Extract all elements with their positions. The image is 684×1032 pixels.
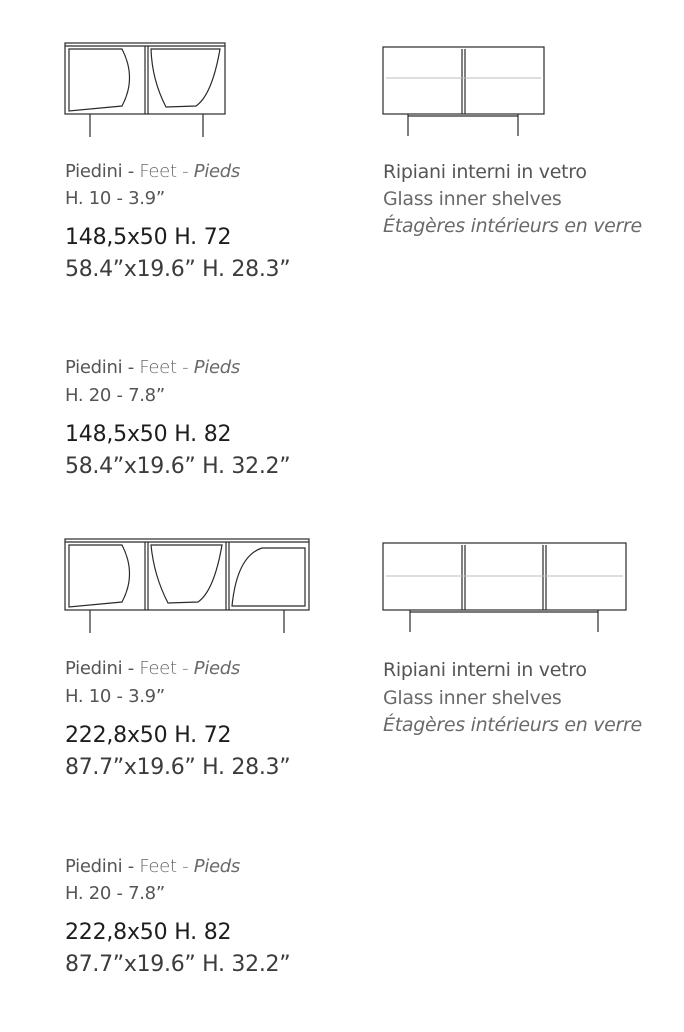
feet-label <box>65 657 240 681</box>
feet-label <box>65 855 240 879</box>
shelves-label-french: Étagères intérieurs en verre <box>383 215 642 237</box>
sideboard-2-door-front-drawing <box>62 40 228 138</box>
dimensions-inches: 58.4”x19.6” H. 28.3” <box>65 257 291 282</box>
dimensions-inches: 58.4”x19.6” H. 32.2” <box>65 454 291 479</box>
shelves-label-english: Glass inner shelves <box>383 687 562 709</box>
feet-label-separator: - <box>122 658 140 679</box>
feet-height: H. 10 - 3.9” <box>65 686 165 707</box>
shelves-label-french: Étagères intérieurs en verre <box>383 714 642 736</box>
feet-height: H. 10 - 3.9” <box>65 188 165 209</box>
feet-height: H. 20 - 7.8” <box>65 385 165 406</box>
feet-label-french: Pieds <box>193 161 240 182</box>
dimensions-cm: 222,8x50 H. 72 <box>65 723 232 748</box>
shelves-label-english: Glass inner shelves <box>383 188 562 210</box>
feet-label-french: Pieds <box>193 658 240 679</box>
feet-height: H. 20 - 7.8” <box>65 883 165 904</box>
feet-label-separator: - <box>122 357 140 378</box>
feet-label-english: Feet <box>139 161 177 182</box>
dimensions-cm: 148,5x50 H. 82 <box>65 422 232 447</box>
dimensions-cm: 222,8x50 H. 82 <box>65 920 232 945</box>
feet-label-italian: Piedini <box>65 357 123 378</box>
feet-label-italian: Piedini <box>65 161 123 182</box>
shelves-label-italian: Ripiani interni in vetro <box>383 659 587 681</box>
feet-label-separator: - <box>122 161 140 182</box>
feet-label-english: Feet <box>139 856 177 877</box>
feet-label-italian: Piedini <box>65 658 123 679</box>
feet-label-italian: Piedini <box>65 856 123 877</box>
feet-label-separator: - <box>122 856 140 877</box>
feet-label-french: Pieds <box>193 856 240 877</box>
feet-label <box>65 356 240 380</box>
feet-label-separator: - <box>176 357 194 378</box>
shelves-label-italian: Ripiani interni in vetro <box>383 161 587 183</box>
feet-label-separator: - <box>176 658 194 679</box>
sideboard-3-door-glass-shelves-drawing <box>380 540 630 634</box>
feet-label-english: Feet <box>139 357 177 378</box>
dimensions-inches: 87.7”x19.6” H. 32.2” <box>65 952 291 977</box>
feet-label-separator: - <box>176 856 194 877</box>
feet-label <box>65 160 240 184</box>
dimensions-cm: 148,5x50 H. 72 <box>65 225 232 250</box>
sideboard-2-door-glass-shelves-drawing <box>380 44 548 138</box>
feet-label-french: Pieds <box>193 357 240 378</box>
dimensions-inches: 87.7”x19.6” H. 28.3” <box>65 755 291 780</box>
feet-label-separator: - <box>176 161 194 182</box>
feet-label-english: Feet <box>139 658 177 679</box>
sideboard-3-door-front-drawing <box>62 536 312 634</box>
